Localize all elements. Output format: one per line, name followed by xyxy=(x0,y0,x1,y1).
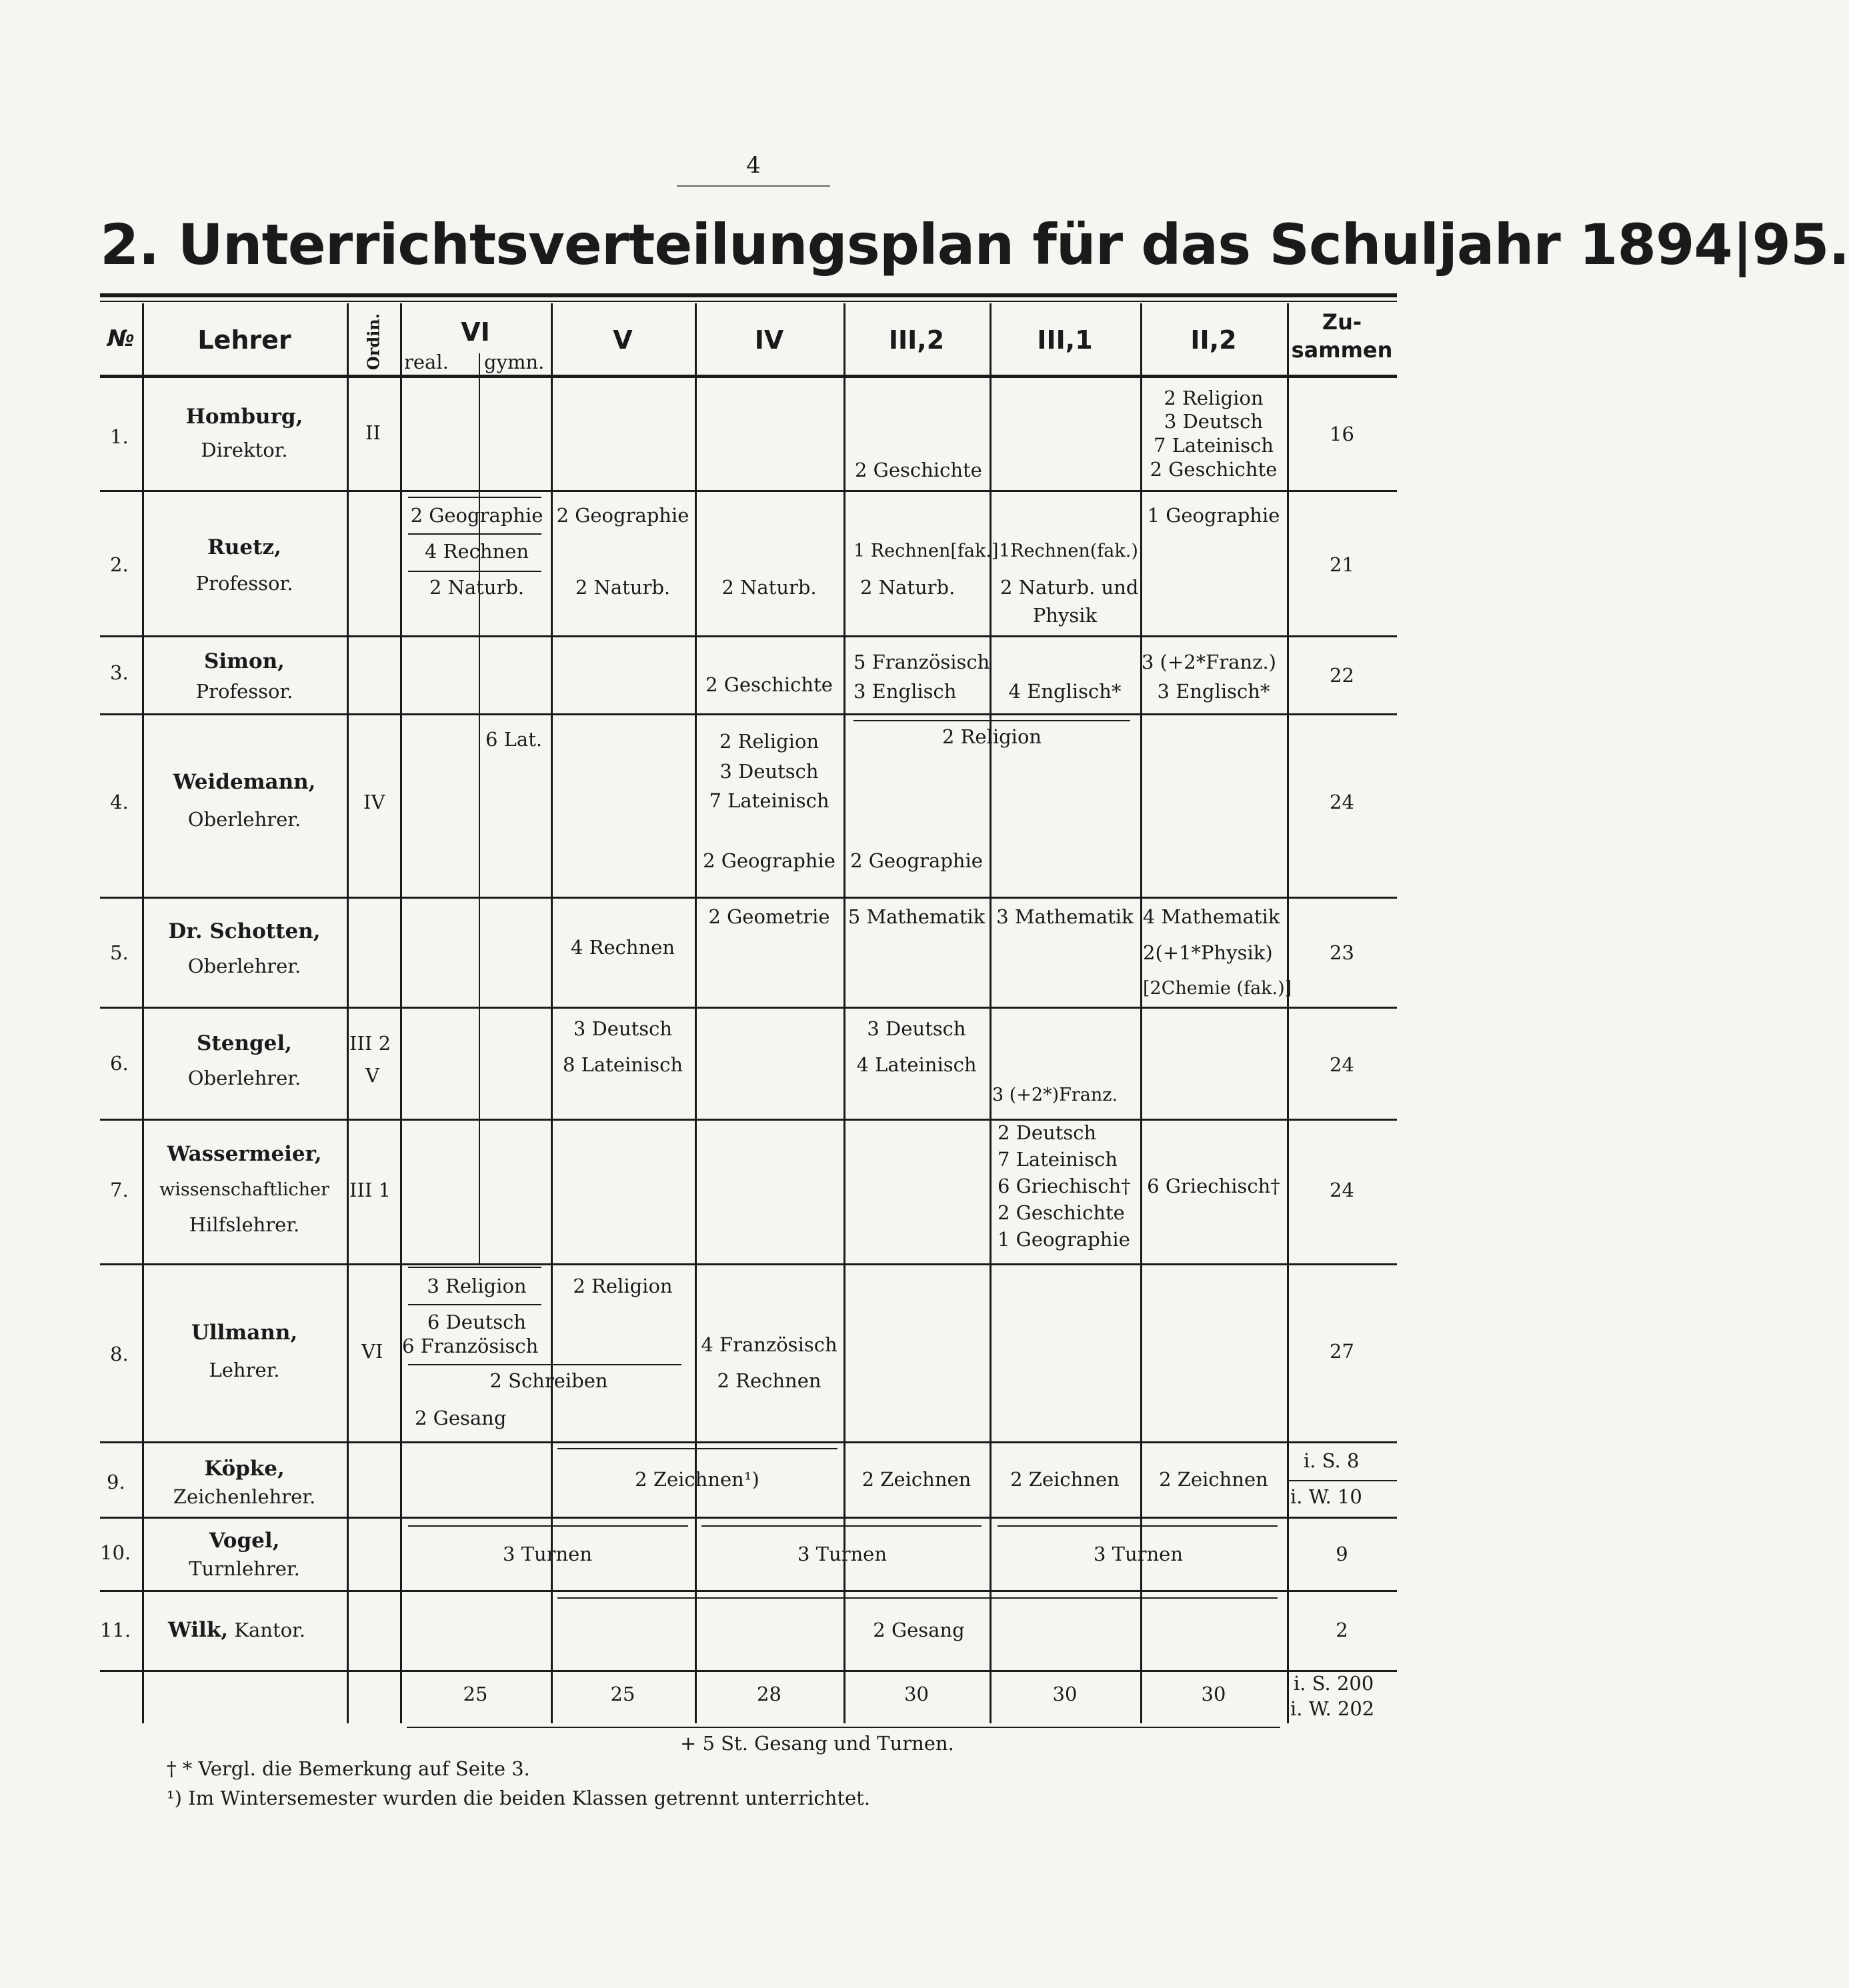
row-sum: 9 xyxy=(1336,1543,1348,1565)
cell: 3 Mathematik xyxy=(996,905,1134,928)
ordinarius: VI xyxy=(361,1340,383,1363)
brace-line xyxy=(557,1597,1278,1599)
teacher-title: Zeichenlehrer. xyxy=(173,1485,316,1508)
cell: 2 Geometrie xyxy=(708,905,830,928)
teacher-title: wissenschaftlicher xyxy=(159,1179,329,1200)
header-iv: IV xyxy=(754,325,784,355)
total-vi: 25 xyxy=(463,1683,488,1705)
cell: 2 Religion xyxy=(1164,387,1264,409)
row-sum: i. W. 10 xyxy=(1290,1485,1362,1508)
row-sum: 24 xyxy=(1330,1179,1354,1201)
cell: 7 Lateinisch xyxy=(709,789,829,812)
cell-spanning: 3 Turnen xyxy=(502,1543,593,1565)
row-rule xyxy=(100,1441,1397,1443)
cell: 2 Geschichte xyxy=(705,673,833,696)
teacher-title: Professor. xyxy=(195,572,293,595)
row-no: 10. xyxy=(100,1541,131,1564)
total-sum: i. W. 202 xyxy=(1290,1697,1375,1720)
cell: 1 Geographie xyxy=(998,1228,1130,1251)
total-iii1: 30 xyxy=(1052,1683,1078,1705)
col-rule xyxy=(695,303,697,1723)
row-sum: 22 xyxy=(1330,664,1354,687)
top-rule-thin xyxy=(100,301,1397,302)
row-sum: 16 xyxy=(1330,423,1354,445)
cell: 2 Naturb. xyxy=(575,576,671,599)
row-rule xyxy=(100,713,1397,715)
sum-divider xyxy=(1288,1480,1397,1481)
cell: 2 Geographie xyxy=(556,504,689,527)
cell: 6 Deutsch xyxy=(427,1311,527,1333)
row-sum: 24 xyxy=(1330,791,1354,813)
header-vi-real: real. xyxy=(404,351,449,373)
total-v: 25 xyxy=(610,1683,635,1705)
total-iv: 28 xyxy=(757,1683,781,1705)
cell: 6 Lat. xyxy=(485,728,543,751)
cell: 6 Griechisch† xyxy=(1147,1175,1280,1197)
col-rule xyxy=(1287,303,1289,1723)
row-rule xyxy=(100,897,1397,899)
page-number: 4 xyxy=(746,152,761,179)
ordinarius: V xyxy=(365,1064,379,1087)
teacher-name: Wassermeier, xyxy=(167,1142,322,1166)
footer-brace xyxy=(407,1727,1280,1728)
cell: 2 Geographie xyxy=(850,849,983,872)
cell: 3 Deutsch xyxy=(719,760,819,783)
brace-line xyxy=(408,533,541,535)
cell: 3 (+2*)Franz. xyxy=(992,1085,1118,1105)
teacher-name-text: Wilk, xyxy=(168,1618,229,1642)
row-no: 7. xyxy=(110,1179,129,1201)
cell: 6 Französisch xyxy=(402,1335,539,1357)
brace-line xyxy=(853,720,1130,721)
cell: 6 Griechisch† xyxy=(998,1175,1131,1197)
row-sum: 24 xyxy=(1330,1053,1354,1076)
page-number-rule xyxy=(677,185,830,187)
cell: 2 Geschichte xyxy=(998,1201,1125,1224)
brace-line xyxy=(408,1364,681,1365)
brace-line xyxy=(701,1525,982,1527)
total-sum: i. S. 200 xyxy=(1294,1672,1374,1695)
cell: 4 Rechnen xyxy=(424,540,529,563)
teacher-name: Köpke, xyxy=(204,1457,285,1481)
cell: 4 Englisch* xyxy=(1008,680,1122,703)
header-iii1: III,1 xyxy=(1037,325,1093,355)
cell: 3 Religion xyxy=(427,1275,527,1297)
row-no: 3. xyxy=(110,661,129,684)
cell: 4 Rechnen xyxy=(570,936,675,959)
cell: 2 Zeichnen xyxy=(1010,1468,1120,1491)
header-ii2: II,2 xyxy=(1190,325,1237,355)
header-iii2: III,2 xyxy=(888,325,945,355)
row-no: 1. xyxy=(110,425,129,448)
teacher-name: Simon, xyxy=(204,649,285,673)
cell: 8 Lateinisch xyxy=(562,1053,683,1076)
cell-spanning: 3 Turnen xyxy=(1093,1543,1184,1565)
cell: 1 Geographie xyxy=(1147,504,1280,527)
cell: 4 Mathematik xyxy=(1143,905,1280,928)
row-no: 6. xyxy=(110,1052,129,1075)
teacher-name xyxy=(168,1619,305,1641)
teacher-title: Kantor. xyxy=(234,1619,305,1641)
brace-line xyxy=(408,1525,688,1527)
row-no: 11. xyxy=(100,1619,131,1641)
col-rule xyxy=(843,303,845,1723)
cell: 2 Rechnen xyxy=(717,1369,821,1392)
header-zusammen xyxy=(1287,308,1397,364)
cell: 5 Mathematik xyxy=(847,905,986,928)
cell: 3 Englisch* xyxy=(1157,680,1270,703)
col-rule xyxy=(347,303,349,1723)
cell-spanning: 3 Turnen xyxy=(797,1543,887,1565)
cell-spanning: 2 Religion xyxy=(942,725,1042,748)
cell: 2 Naturb. und xyxy=(1000,576,1139,599)
cell: 2 Zeichnen xyxy=(1159,1468,1268,1491)
header-zus-1: Zu- xyxy=(1322,309,1362,335)
row-rule xyxy=(100,490,1397,492)
cell-spanning: 2 Gesang xyxy=(873,1619,965,1641)
cell: 7 Lateinisch xyxy=(998,1148,1118,1171)
row-sum: 2 xyxy=(1336,1619,1348,1641)
cell: 3 Deutsch xyxy=(867,1017,966,1040)
brace-line xyxy=(408,1267,541,1268)
cell: 2 Zeichnen xyxy=(861,1468,972,1491)
cell: 2 Geographie xyxy=(703,849,835,872)
cell: 3 Deutsch xyxy=(573,1017,673,1040)
teacher-title: Turnlehrer. xyxy=(189,1557,300,1580)
header-ordin xyxy=(347,313,400,371)
row-rule xyxy=(100,1119,1397,1121)
col-rule xyxy=(990,303,992,1723)
col-rule xyxy=(479,353,480,1263)
header-ordin-text: Ordin. xyxy=(363,313,383,371)
cell: 3 Englisch xyxy=(853,680,957,703)
total-ii2: 30 xyxy=(1201,1683,1226,1705)
teacher-title: Oberlehrer. xyxy=(187,1067,301,1089)
cell: [2Chemie (fak.)] xyxy=(1143,978,1292,999)
cell: 2 Naturb. xyxy=(429,576,525,599)
header-vi-gymn: gymn. xyxy=(484,351,545,373)
row-no: 8. xyxy=(110,1343,129,1365)
teacher-name: Stengel, xyxy=(197,1031,292,1055)
col-rule xyxy=(142,303,144,1723)
ordinarius: II xyxy=(365,421,381,444)
row-no: 2. xyxy=(110,553,129,576)
row-rule xyxy=(100,1263,1397,1265)
cell: 1Rechnen(fak.) xyxy=(999,541,1138,561)
header-lehrer: Lehrer xyxy=(197,325,291,355)
row-rule xyxy=(100,1670,1397,1672)
row-sum: 21 xyxy=(1330,553,1354,576)
cell: 1 Rechnen[fak.] xyxy=(853,541,999,561)
brace-line xyxy=(557,1448,837,1449)
row-no: 4. xyxy=(110,791,129,813)
teacher-title: Hilfslehrer. xyxy=(189,1213,300,1236)
cell: 2 Deutsch xyxy=(998,1121,1097,1144)
cell: 3 (+2*Franz.) xyxy=(1142,651,1276,673)
cell: 2 Geschichte xyxy=(1150,458,1278,481)
teacher-name: Ullmann, xyxy=(191,1321,298,1345)
teacher-title: Oberlehrer. xyxy=(187,955,301,977)
header-rule xyxy=(100,375,1397,378)
header-v: V xyxy=(613,325,633,355)
ordinarius: IV xyxy=(363,791,385,813)
cell: 3 Deutsch xyxy=(1164,410,1264,433)
row-rule xyxy=(100,635,1397,637)
teacher-name: Vogel, xyxy=(209,1529,280,1553)
teacher-name: Dr. Schotten, xyxy=(168,919,321,943)
cell-spanning: 2 Schreiben xyxy=(489,1369,608,1392)
cell: Physik xyxy=(1032,604,1098,627)
page-title: 2. Unterrichtsverteilungsplan für das Schuljahr 1894|95. xyxy=(100,212,1849,277)
brace-line xyxy=(408,571,541,572)
cell: 4 Lateinisch xyxy=(856,1053,977,1076)
row-no: 9. xyxy=(107,1471,125,1493)
row-sum: 27 xyxy=(1330,1340,1354,1363)
brace-line xyxy=(998,1525,1278,1527)
cell: 7 Lateinisch xyxy=(1153,434,1274,457)
cell: 2 Naturb. xyxy=(860,576,956,599)
teacher-title: Oberlehrer. xyxy=(187,808,301,831)
col-rule xyxy=(400,303,402,1723)
cell: 2 Geschichte xyxy=(855,459,982,481)
header-no: № xyxy=(107,325,135,352)
teacher-name: Weidemann, xyxy=(173,770,316,794)
ordinarius: III 1 xyxy=(349,1179,391,1201)
teacher-name: Homburg, xyxy=(185,405,303,429)
total-iii2: 30 xyxy=(904,1683,929,1705)
header-zus-2: sammen xyxy=(1291,337,1393,363)
brace-line xyxy=(408,497,541,498)
cell: 2 Gesang xyxy=(415,1407,507,1429)
cell: 2(+1*Physik) xyxy=(1143,941,1273,964)
teacher-name: Ruetz, xyxy=(207,535,281,559)
teacher-title: Professor. xyxy=(195,680,293,703)
brace-line xyxy=(408,1304,541,1305)
teacher-title: Direktor. xyxy=(201,439,288,461)
row-rule xyxy=(100,1517,1397,1519)
cell: 4 Französisch xyxy=(701,1333,837,1356)
cell: 2 Naturb. xyxy=(721,576,817,599)
footnote: ¹) Im Wintersemester wurden die beiden Klassen getrennt unterrichtet. xyxy=(167,1787,871,1809)
cell-spanning: 2 Zeichnen¹) xyxy=(635,1468,759,1491)
row-no: 5. xyxy=(110,941,129,964)
header-vi: VI xyxy=(461,317,490,347)
ordinarius: III 2 xyxy=(349,1032,391,1055)
row-rule xyxy=(100,1590,1397,1592)
footnote: † * Vergl. die Bemerkung auf Seite 3. xyxy=(167,1757,530,1780)
footer-extra: + 5 St. Gesang und Turnen. xyxy=(680,1732,954,1755)
top-rule xyxy=(100,293,1397,297)
cell: 2 Geographie xyxy=(410,504,543,527)
teacher-title: Lehrer. xyxy=(209,1359,280,1381)
row-sum: 23 xyxy=(1330,941,1354,964)
row-rule xyxy=(100,1007,1397,1009)
row-sum: i. S. 8 xyxy=(1304,1449,1360,1472)
cell: 5 Französisch xyxy=(853,651,990,673)
cell: 2 Religion xyxy=(573,1275,673,1297)
cell: 2 Religion xyxy=(719,730,819,753)
